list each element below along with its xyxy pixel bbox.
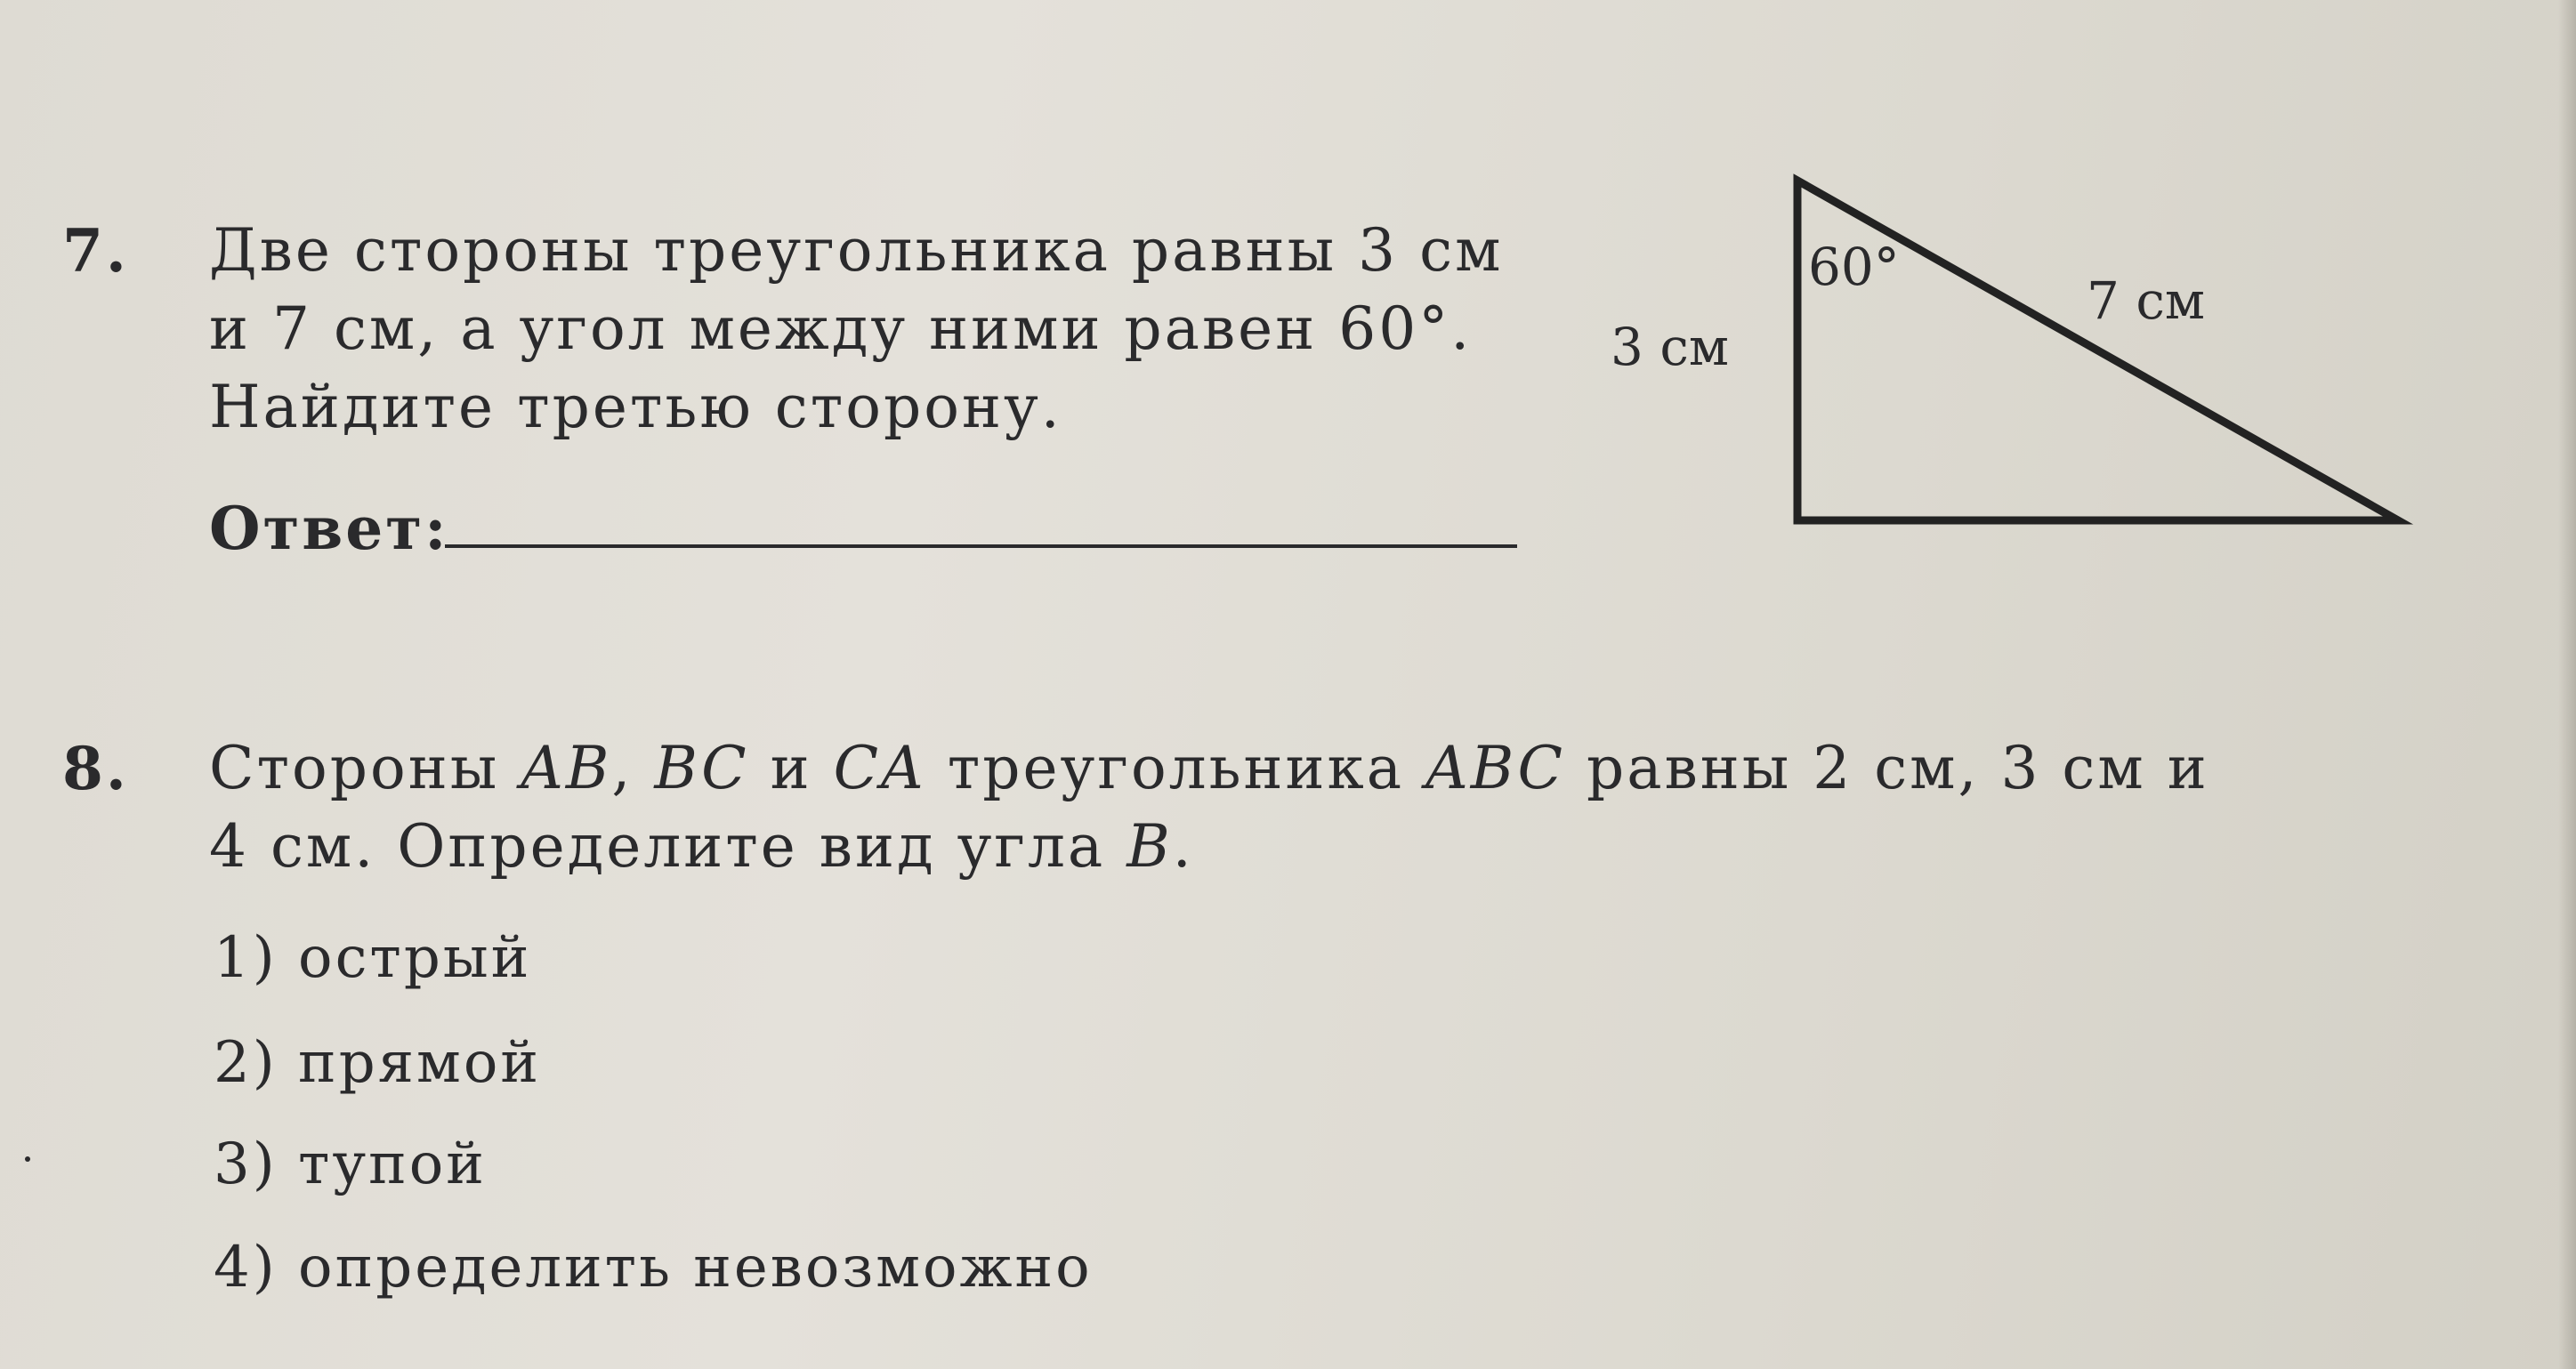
task-7-line-3: Найдите третью сторону.: [209, 373, 1062, 441]
triangle-figure: [1584, 151, 2429, 552]
segment-bc: BC: [654, 734, 749, 802]
triangle-shape: [1797, 181, 2398, 520]
text-fragment: ,: [611, 734, 655, 802]
option-impossible[interactable]: 4) определить невозможно: [214, 1235, 1093, 1301]
task-8-number: 8.: [62, 734, 129, 803]
triangle-abc: ABC: [1425, 734, 1565, 802]
option-right[interactable]: 2) прямой: [214, 1030, 541, 1096]
angle-b-letter: B: [1126, 812, 1173, 881]
task-8-line-2: [209, 808, 2487, 886]
text-fragment: Стороны: [209, 734, 521, 802]
page-edge-shadow: [2558, 0, 2576, 1369]
text-fragment: треугольника: [925, 734, 1426, 802]
task-7-text: [209, 212, 1597, 447]
segment-ca: CA: [833, 734, 926, 802]
task-8-text: [209, 729, 2487, 886]
answer-blank-line[interactable]: [445, 544, 1517, 548]
option-acute[interactable]: 1) острый: [214, 925, 532, 991]
answer-label: Ответ:: [209, 494, 449, 563]
task-8-line-1: [209, 729, 2487, 808]
option-obtuse[interactable]: 3) тупой: [214, 1131, 487, 1197]
text-fragment: равны 2 см, 3 см и: [1565, 734, 2209, 802]
side-label-3cm: 3 см: [1611, 317, 1729, 377]
segment-ab: AB: [521, 734, 612, 802]
stray-dot: [25, 1156, 30, 1162]
text-fragment: .: [1172, 812, 1194, 881]
task-7-line-2: и 7 см, а угол между ними равен 60°.: [209, 294, 1473, 363]
task-7-line-1: Две стороны треугольника равны 3 см: [209, 216, 1504, 285]
text-fragment: 4 см. Определите вид угла: [209, 812, 1127, 881]
angle-label-60: 60°: [1808, 237, 1900, 297]
side-label-7cm: 7 см: [2087, 270, 2205, 331]
text-fragment: и: [748, 734, 834, 802]
task-7-number: 7.: [62, 216, 129, 286]
